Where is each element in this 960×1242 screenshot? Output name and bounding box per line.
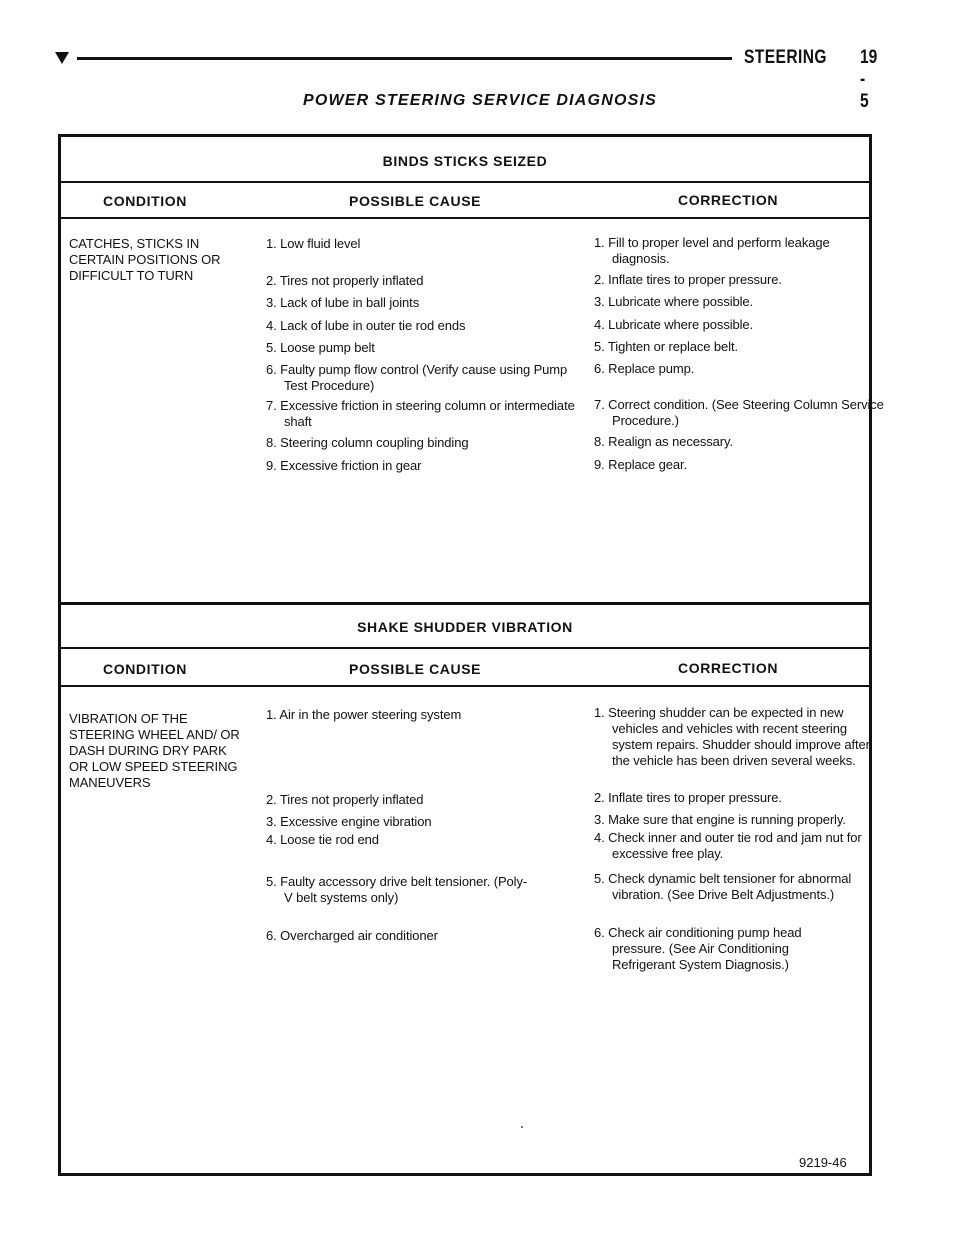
- table-title: BINDS STICKS SEIZED: [382, 153, 548, 169]
- section-name: STEERING: [744, 47, 827, 68]
- correction-item: 3. Lubricate where possible.: [594, 294, 754, 309]
- correction-item: 2. Inflate tires to proper pressure.: [594, 790, 782, 805]
- correction-item: 8. Realign as necessary.: [594, 434, 733, 449]
- correction-item: 4. Lubricate where possible.: [594, 317, 754, 332]
- correction-item: 3. Make sure that engine is running properly.: [594, 812, 846, 827]
- cause-item: 5. Loose pump belt: [266, 340, 375, 355]
- table-title: SHAKE SHUDDER VIBRATION: [357, 619, 573, 635]
- divider: [61, 647, 869, 649]
- header-rule: [77, 57, 732, 60]
- section-divider: [61, 602, 869, 605]
- divider: [61, 181, 869, 183]
- cause-item: 3. Excessive engine vibration: [266, 814, 432, 829]
- page-number: 19 - 5: [860, 47, 878, 112]
- correction-item: 5. Check dynamic belt tensioner for abnormal vibration. (See Drive Belt Adjustments.): [594, 871, 852, 902]
- cause-item: 7. Excessive friction in steering column or intermediate shaft: [266, 398, 575, 429]
- condition-text: CATCHES, STICKS IN CERTAIN POSITIONS OR DIFFICULT TO TURN: [69, 236, 221, 283]
- column-header-possible-cause: POSSIBLE CAUSE: [349, 661, 482, 677]
- diagnosis-figure: [58, 134, 884, 1176]
- cause-item: 3. Lack of lube in ball joints: [266, 295, 420, 310]
- condition-text: VIBRATION OF THE STEERING WHEEL AND/ OR DASH DURING DRY PARK OR LOW SPEED STEERING MANEUVERS: [69, 711, 240, 790]
- correction-item: 6. Check air conditioning pump head pressure. (See Air Conditioning Refrigerant System Diagnosis.): [594, 925, 802, 972]
- cause-item: 1. Air in the power steering system: [266, 707, 462, 722]
- correction-item: 4. Check inner and outer tie rod and jam nut for excessive free play.: [594, 830, 862, 861]
- correction-item: 1. Steering shudder can be expected in new vehicles and vehicles with recent steering system repairs. Shudder should improve after the vehicle has been driven several weeks.: [594, 705, 870, 768]
- page-title: POWER STEERING SERVICE DIAGNOSIS: [302, 92, 657, 109]
- figure-id: 9219-46: [799, 1155, 847, 1170]
- correction-item: 1. Fill to proper level and perform leakage diagnosis.: [594, 235, 830, 266]
- column-header-correction: CORRECTION: [678, 660, 779, 676]
- column-header-correction: CORRECTION: [678, 192, 779, 208]
- correction-item: 6. Replace pump.: [594, 361, 695, 376]
- cause-item: 6. Faulty pump flow control (Verify cause using Pump Test Procedure): [266, 362, 568, 393]
- divider: [61, 685, 869, 687]
- column-header-condition: CONDITION: [103, 193, 187, 209]
- triangle-down-icon: [55, 52, 69, 64]
- correction-item: 2. Inflate tires to proper pressure.: [594, 272, 782, 287]
- column-header-condition: CONDITION: [103, 661, 187, 677]
- correction-item: 5. Tighten or replace belt.: [594, 339, 739, 354]
- cause-item: 5. Faulty accessory drive belt tensioner. (Poly-V belt systems only): [266, 874, 528, 905]
- column-header-possible-cause: POSSIBLE CAUSE: [349, 193, 482, 209]
- divider: [61, 217, 869, 219]
- cause-item: 1. Low fluid level: [266, 236, 361, 251]
- cause-item: 2. Tires not properly inflated: [266, 792, 424, 807]
- correction-item: 9. Replace gear.: [594, 457, 688, 472]
- cause-item: 4. Lack of lube in outer tie rod ends: [266, 318, 466, 333]
- cause-item: 9. Excessive friction in gear: [266, 458, 422, 473]
- correction-item: 7. Correct condition. (See Steering Column Service Procedure.): [594, 397, 884, 428]
- cause-item: 2. Tires not properly inflated: [266, 273, 424, 288]
- cause-item: 6. Overcharged air conditioner: [266, 928, 438, 943]
- cause-item: 8. Steering column coupling binding: [266, 435, 469, 450]
- cause-item: 4. Loose tie rod end: [266, 832, 379, 847]
- speck: [521, 1126, 523, 1128]
